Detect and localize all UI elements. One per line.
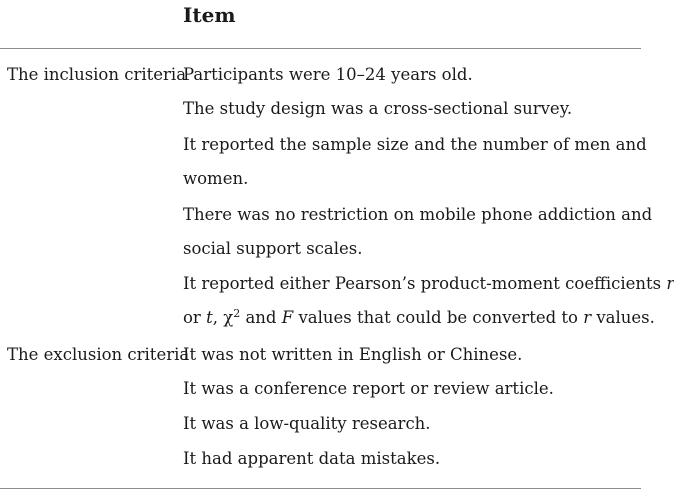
exclusion-line-2: It was a conference report or review article. — [183, 379, 554, 398]
inclusion-line-5: There was no restriction on mobile phone addiction and — [183, 205, 653, 224]
footer-rule — [0, 488, 641, 489]
inclusion-line-8 — [183, 307, 655, 329]
exclusion-line-1: It was not written in English or Chinese. — [183, 345, 523, 364]
variable-r-2: r — [583, 308, 592, 327]
inclusion-line-2: The study design was a cross-sectional survey. — [183, 99, 573, 118]
inclusion-line-8-text-mid: values that could be converted to — [293, 308, 584, 327]
inclusion-line-8-text-chi: , χ — [212, 308, 234, 327]
variable-t: t — [206, 308, 213, 327]
section-label-exclusion: The exclusion criteria — [7, 345, 190, 364]
superscript-2: 2 — [233, 307, 241, 320]
header-rule — [0, 48, 641, 49]
exclusion-line-4: It had apparent data mistakes. — [183, 449, 441, 468]
column-header-item: Item — [183, 3, 236, 27]
inclusion-line-4: women. — [183, 169, 249, 188]
inclusion-line-3: It reported the sample size and the number of men and — [183, 135, 647, 154]
variable-r: r — [666, 274, 674, 293]
section-label-inclusion: The inclusion criteria — [7, 65, 187, 84]
variable-f: F — [281, 308, 294, 327]
inclusion-line-6: social support scales. — [183, 239, 363, 258]
inclusion-line-8-text-a: or — [183, 308, 207, 327]
inclusion-line-1: Participants were 10–24 years old. — [183, 65, 473, 84]
inclusion-line-8-text-and: and — [240, 308, 282, 327]
inclusion-line-8-text-end: values. — [591, 308, 655, 327]
exclusion-line-3: It was a low-quality research. — [183, 414, 431, 433]
inclusion-line-7-text: It reported either Pearson’s product-moment coefficients — [183, 274, 667, 293]
inclusion-line-7 — [183, 273, 674, 295]
